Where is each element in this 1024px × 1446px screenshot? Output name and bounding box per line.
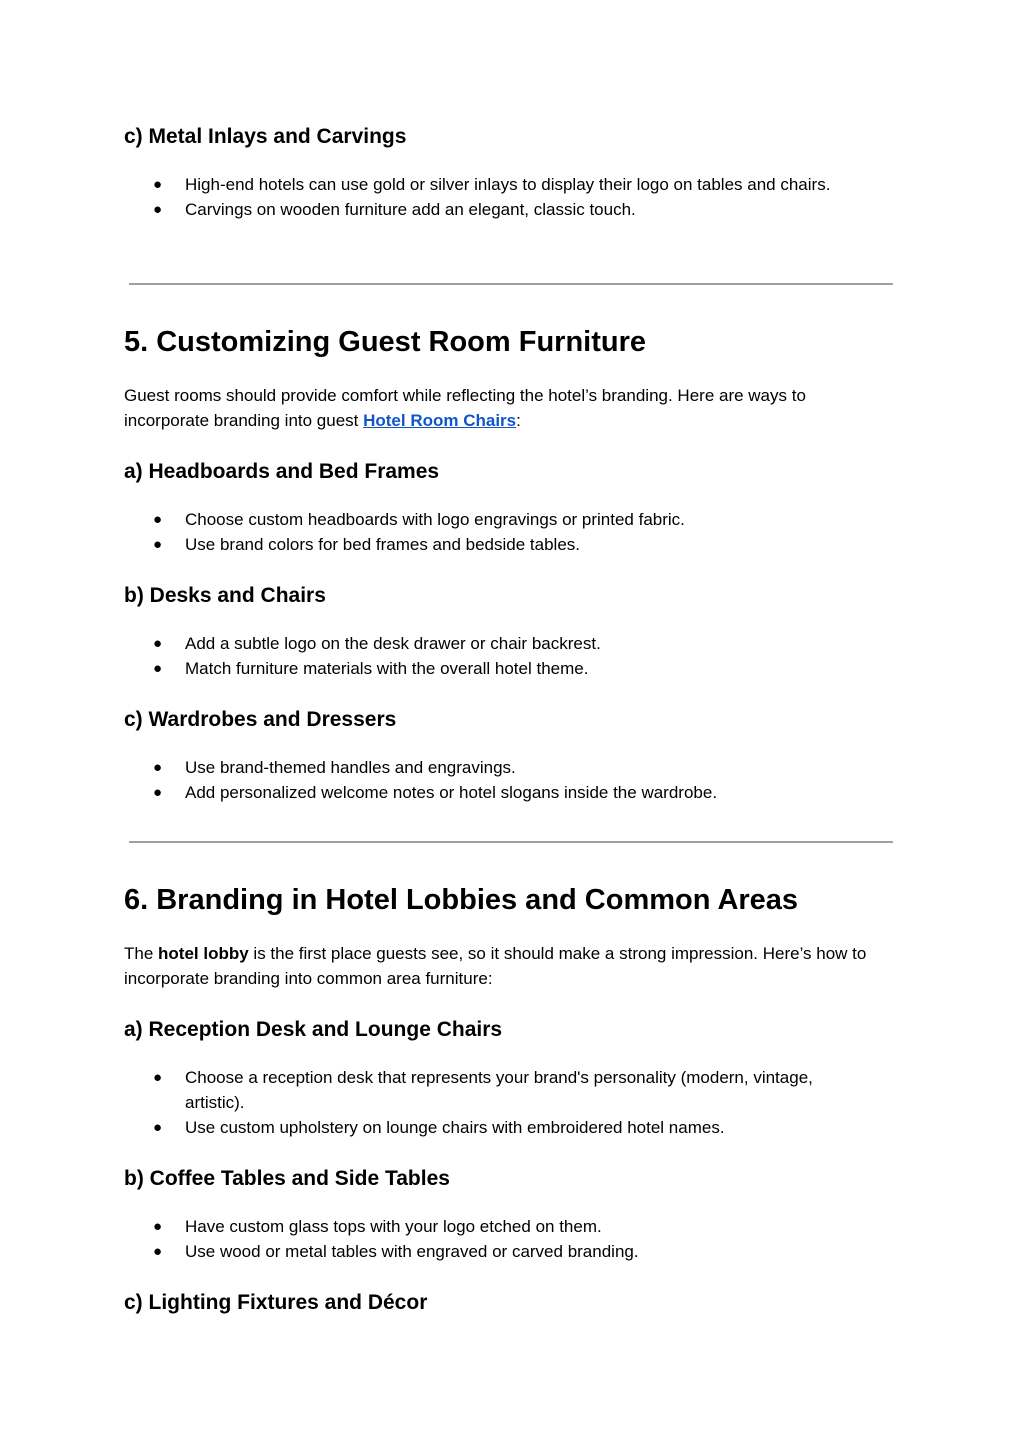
list-item: ● Add a subtle logo on the desk drawer or chair backrest. [124, 631, 844, 656]
bullet-list-wardrobes [124, 755, 844, 805]
list-item: ● Use brand-themed handles and engravings. [124, 755, 844, 780]
list-item: ● Use brand colors for bed frames and bedside tables. [124, 532, 844, 557]
list-item: ● Have custom glass tops with your logo etched on them. [124, 1214, 844, 1239]
section-6-title: 6. Branding in Hotel Lobbies and Common Areas [124, 884, 799, 916]
bullet-list-metal-inlays [124, 172, 844, 222]
bullet-icon: ● [153, 176, 163, 193]
bullet-icon: ● [153, 536, 163, 553]
heading-reception-desk: a) Reception Desk and Lounge Chairs [124, 1018, 503, 1041]
heading-headboards: a) Headboards and Bed Frames [124, 460, 440, 483]
list-item: ● Choose a reception desk that represents your brand's personality (modern, vintage, artistic). [124, 1065, 844, 1115]
list-item: ● High-end hotels can use gold or silver inlays to display their logo on tables and chairs. [124, 172, 844, 197]
section-5-intro: Guest rooms should provide comfort while reflecting the hotel’s branding. Here are ways to incorporate branding into guest Hotel Room Chairs: [124, 386, 806, 430]
bullet-icon: ● [153, 784, 163, 801]
bullet-icon: ● [153, 660, 163, 677]
list-item: ● Carvings on wooden furniture add an elegant, classic touch. [124, 197, 844, 222]
bullet-icon: ● [153, 759, 163, 776]
heading-coffee-tables: b) Coffee Tables and Side Tables [124, 1167, 450, 1190]
list-item: ● Choose custom headboards with logo engravings or printed fabric. [124, 507, 844, 532]
bullet-list-headboards [124, 507, 844, 557]
bullet-list-desks-chairs [124, 631, 844, 681]
bullet-icon: ● [153, 635, 163, 652]
heading-metal-inlays: c) Metal Inlays and Carvings [124, 125, 407, 148]
list-item: ● Match furniture materials with the overall hotel theme. [124, 656, 844, 681]
bullet-icon: ● [153, 1218, 163, 1235]
bullet-icon: ● [153, 511, 163, 528]
list-item: ● Use custom upholstery on lounge chairs with embroidered hotel names. [124, 1115, 844, 1140]
section-6-intro: The hotel lobby is the first place guests see, so it should make a strong impression. Here’s how to incorporate branding into common area furniture: [124, 944, 867, 988]
heading-wardrobes: c) Wardrobes and Dressers [124, 708, 397, 731]
bullet-list-reception-desk [124, 1065, 844, 1140]
bullet-icon: ● [153, 1069, 163, 1086]
heading-lighting-fixtures: c) Lighting Fixtures and Décor [124, 1291, 428, 1314]
bullet-icon: ● [153, 201, 163, 218]
list-item: ● Add personalized welcome notes or hotel slogans inside the wardrobe. [124, 780, 844, 805]
list-item: ● Use wood or metal tables with engraved or carved branding. [124, 1239, 844, 1264]
horizontal-rule [129, 841, 893, 843]
section-5-title: 5. Customizing Guest Room Furniture [124, 326, 647, 358]
bullet-icon: ● [153, 1119, 163, 1136]
hotel-room-chairs-link[interactable]: Hotel Room Chairs [363, 411, 517, 430]
bullet-list-coffee-tables [124, 1214, 844, 1264]
bullet-icon: ● [153, 1243, 163, 1260]
heading-desks-chairs: b) Desks and Chairs [124, 584, 326, 607]
horizontal-rule [129, 283, 893, 285]
